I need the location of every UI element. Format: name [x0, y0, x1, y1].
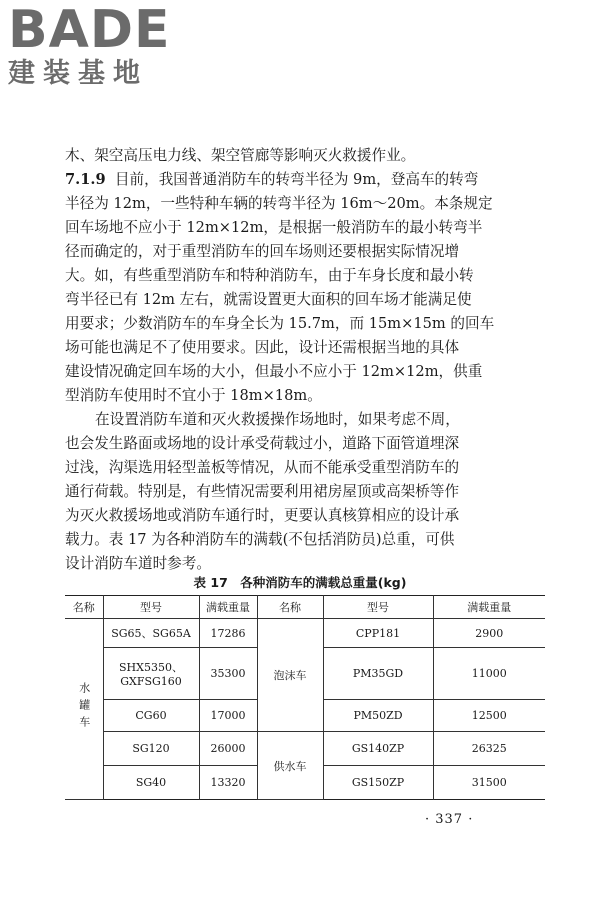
text-line: 场可能也满足不了使用要求。因此，设计还需根据当地的具体: [65, 339, 460, 356]
header-name: 名称: [257, 596, 323, 619]
table-caption: 表 17 各种消防车的满载总重量(kg): [193, 575, 407, 590]
text-line: 弯半径已有 12m 左右，就需设置更大面积的回车场才能满足使: [65, 291, 472, 308]
load-cell: 31500: [433, 766, 545, 800]
model-cell: SG120: [103, 732, 199, 766]
model-cell: [103, 648, 199, 700]
load-cell: 12500: [433, 700, 545, 732]
text-line: 径而确定的，对于重型消防车的回车场则还要根据实际情况增: [65, 243, 460, 260]
header-load: 满载重量: [433, 596, 545, 619]
header-model: 型号: [323, 596, 433, 619]
text-line: 设计消防车道时参考。: [65, 555, 211, 572]
model-cell: CG60: [103, 700, 199, 732]
text-line-clause: [65, 170, 535, 190]
page-number: · 337 ·: [425, 812, 474, 827]
load-cell: 11000: [433, 648, 545, 700]
group-supply-truck: 供水车: [257, 732, 323, 800]
clause-text: 目前，我国普通消防车的转弯半径为 9m，登高车的转弯: [114, 171, 479, 188]
load-cell: 26325: [433, 732, 545, 766]
text-line: 型消防车使用时不宜小于 18m×18m。: [65, 387, 322, 404]
model-cell: SG40: [103, 766, 199, 800]
header-name: 名称: [65, 596, 103, 619]
text-line: 也会发生路面或场地的设计承受荷载过小，道路下面管道埋深: [65, 435, 460, 452]
text-line: 通行荷载。特别是，有些情况需要利用裙房屋顶或高架桥等作: [65, 483, 460, 500]
text-line: 过浅，沟渠选用轻型盖板等情况，从而不能承受重型消防车的: [65, 459, 460, 476]
load-cell: 17286: [199, 619, 257, 648]
text-line: 载力。表 17 为各种消防车的满载(不包括消防员)总重，可供: [65, 531, 455, 548]
model-cell: PM50ZD: [323, 700, 433, 732]
table-row: [65, 619, 545, 648]
group-foam-truck: 泡沫车: [257, 619, 323, 732]
logo-brand: BADE: [8, 0, 171, 60]
load-cell: 13320: [199, 766, 257, 800]
table-header-row: [65, 596, 545, 619]
group-water-tanker: 水罐车: [77, 682, 91, 733]
text-line: 回车场地不应小于 12m×12m，是根据一般消防车的最小转弯半: [65, 219, 483, 236]
text-line: 在设置消防车道和灭火救援操作场地时，如果考虑不周，: [95, 411, 460, 428]
table-row: [65, 732, 545, 766]
model-cell: GS140ZP: [323, 732, 433, 766]
group-label: [65, 619, 103, 800]
header-load: 满载重量: [199, 596, 257, 619]
logo-subtitle: 建装基地: [8, 58, 148, 89]
fire-truck-load-table: [65, 595, 545, 800]
load-cell: 2900: [433, 619, 545, 648]
model-cell: SG65、SG65A: [103, 619, 199, 648]
text-line: 木、架空高压电力线、架空管廊等影响灭火救援作业。: [65, 147, 416, 164]
header-model: 型号: [103, 596, 199, 619]
model-cell: PM35GD: [323, 648, 433, 700]
text-line: 半径为 12m，一些特种车辆的转弯半径为 16m～20m。本条规定: [65, 195, 493, 212]
text-line: 大。如，有些重型消防车和特种消防车，由于车身长度和最小转: [65, 267, 474, 284]
model-cell: GS150ZP: [323, 766, 433, 800]
load-cell: 17000: [199, 700, 257, 732]
clause-number: 7.1.9: [65, 171, 106, 188]
load-cell: 35300: [199, 648, 257, 700]
bade-logo: [8, 0, 171, 90]
text-line: 用要求；少数消防车的车身全长为 15.7m，而 15m×15m 的回车: [65, 315, 495, 332]
text-line: 建设情况确定回车场的大小，但最小不应小于 12m×12m，供重: [65, 363, 483, 380]
load-cell: 26000: [199, 732, 257, 766]
model-shx5350: SHX5350、 GXFSG160: [119, 661, 183, 688]
text-line: 为灭火救援场地或消防车通行时，更要认真核算相应的设计承: [65, 507, 460, 524]
model-cell: CPP181: [323, 619, 433, 648]
